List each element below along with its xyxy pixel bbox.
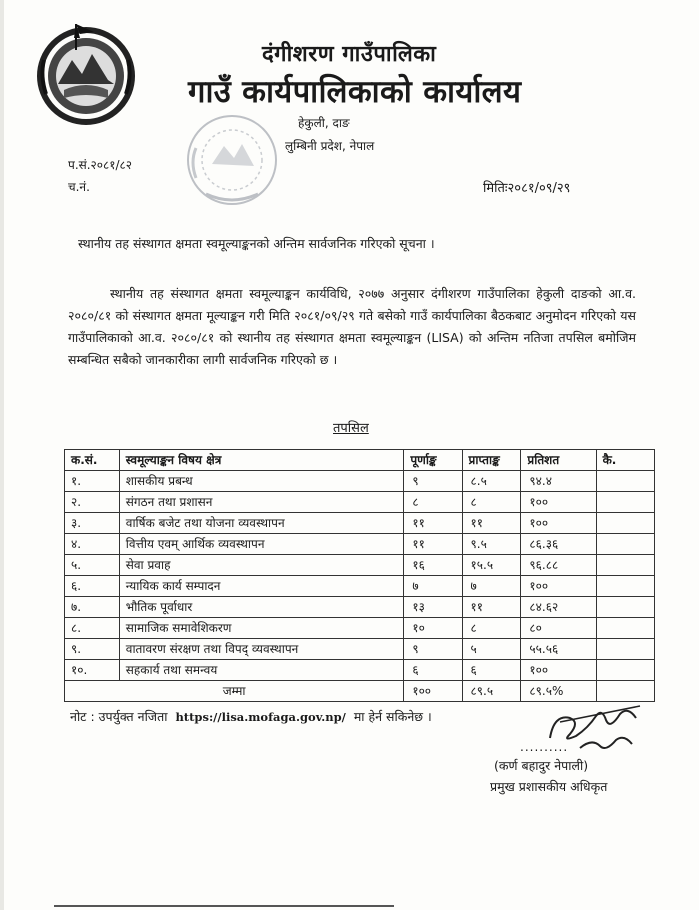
header-serial: क.सं.: [65, 450, 120, 471]
address-line-1: हेकुली, दाङ: [298, 116, 350, 130]
cell-percent: १००: [521, 660, 596, 681]
cell-remarks: [596, 513, 654, 534]
cell-percent: १००: [521, 576, 596, 597]
table-row: [65, 492, 655, 513]
cell-percent: ८६.३६: [521, 534, 596, 555]
cell-remarks: [596, 492, 654, 513]
cell-area: सेवा प्रवाह: [119, 555, 404, 576]
cell-area: संगठन तथा प्रशासन: [119, 492, 404, 513]
header-area: स्वमूल्याङ्कन विषय क्षेत्र: [119, 450, 404, 471]
organization-name: दंगीशरण गाउँपालिका: [262, 42, 437, 67]
cell-remarks: [596, 660, 654, 681]
office-name: गाउँ कार्यपालिकाको कार्यालय: [188, 74, 522, 110]
table-header-row: [65, 450, 655, 471]
cell-area: सामाजिक समावेशिकरण: [119, 618, 404, 639]
cell-area: वित्तीय एवम् आर्थिक व्यवस्थापन: [119, 534, 404, 555]
letter-date: मितिः२०८१/०९/२९: [483, 181, 571, 196]
signer-title: प्रमुख प्रशासकीय अधिकृत: [490, 779, 608, 794]
cell-full: ९: [404, 471, 462, 492]
cell-remarks: [596, 555, 654, 576]
cell-full: ११: [404, 534, 462, 555]
cell-full: १३: [404, 597, 462, 618]
cell-serial: ८.: [65, 618, 120, 639]
cell-obtained: ८: [462, 492, 521, 513]
total-full: १००: [404, 681, 462, 702]
cell-area: भौतिक पूर्वाधार: [119, 597, 404, 618]
total-label: जम्मा: [65, 681, 404, 702]
table-row: [65, 534, 655, 555]
cell-remarks: [596, 471, 654, 492]
cell-full: ७: [404, 576, 462, 597]
cell-obtained: ५: [462, 639, 521, 660]
cell-full: १०: [404, 618, 462, 639]
table-row: [65, 576, 655, 597]
cell-obtained: ८: [462, 618, 521, 639]
government-emblem-icon: [36, 20, 136, 128]
signature-dots: ..........: [520, 740, 569, 754]
cell-remarks: [596, 534, 654, 555]
notice-subject: स्थानीय तह संस्थागत क्षमता स्वमूल्याङ्कनको अन्तिम सार्वजनिक गरिएको सूचना ।: [78, 236, 435, 251]
scan-edge: [0, 0, 4, 910]
address-line-2: लुम्बिनी प्रदेश, नेपाल: [285, 139, 375, 153]
note-suffix: मा हेर्न सकिनेछ ।: [353, 709, 432, 724]
table-row: [65, 513, 655, 534]
table-row: [65, 639, 655, 660]
cell-percent: ८४.६२: [521, 597, 596, 618]
footer-rule: [54, 905, 394, 907]
header-percent: प्रतिशत: [521, 450, 596, 471]
table-row: [65, 618, 655, 639]
cell-serial: ५.: [65, 555, 120, 576]
dispatch-number: च.नं.: [68, 180, 90, 194]
cell-obtained: ९.५: [462, 534, 521, 555]
cell-percent: ९६.८८: [521, 555, 596, 576]
note-line: [70, 708, 432, 725]
cell-serial: १.: [65, 471, 120, 492]
cell-full: १६: [404, 555, 462, 576]
cell-serial: ४.: [65, 534, 120, 555]
signer-name: (कर्ण बहादुर नेपाली): [494, 758, 589, 773]
cell-obtained: ६: [462, 660, 521, 681]
lisa-results-table: [64, 449, 655, 702]
cell-obtained: ८.५: [462, 471, 521, 492]
cell-obtained: ११: [462, 597, 521, 618]
table-body: [65, 471, 655, 702]
lisa-portal-link[interactable]: https://lisa.mofaga.gov.np/: [175, 710, 346, 724]
cell-percent: १००: [521, 513, 596, 534]
table-row: [65, 471, 655, 492]
cell-percent: १००: [521, 492, 596, 513]
header-remarks: कै.: [596, 450, 654, 471]
note-prefix: नोट : उपर्युक्त नजिता: [70, 709, 168, 724]
cell-obtained: १५.५: [462, 555, 521, 576]
total-obtained: ८९.५: [462, 681, 521, 702]
cell-full: ११: [404, 513, 462, 534]
cell-serial: ७.: [65, 597, 120, 618]
cell-remarks: [596, 639, 654, 660]
total-percent: ८९.५%: [521, 681, 596, 702]
cell-obtained: ७: [462, 576, 521, 597]
cell-percent: ९४.४: [521, 471, 596, 492]
cell-area: न्यायिक कार्य सम्पादन: [119, 576, 404, 597]
table-total-row: [65, 681, 655, 702]
table-row: [65, 597, 655, 618]
cell-full: ६: [404, 660, 462, 681]
table-title: तपसिल: [333, 421, 369, 436]
office-stamp-seal: [176, 108, 286, 212]
total-remarks: [596, 681, 654, 702]
cell-percent: ८०: [521, 618, 596, 639]
cell-area: शासकीय प्रबन्ध: [119, 471, 404, 492]
cell-remarks: [596, 576, 654, 597]
cell-area: सहकार्य तथा समन्वय: [119, 660, 404, 681]
header-full-marks: पूर्णाङ्क: [404, 450, 462, 471]
cell-serial: २.: [65, 492, 120, 513]
reference-number: प.सं.२०८१/८२: [68, 158, 133, 172]
cell-full: ८: [404, 492, 462, 513]
cell-area: वार्षिक बजेट तथा योजना व्यवस्थापन: [119, 513, 404, 534]
cell-obtained: ११: [462, 513, 521, 534]
cell-full: ९: [404, 639, 462, 660]
cell-remarks: [596, 618, 654, 639]
cell-serial: १०.: [65, 660, 120, 681]
cell-area: वातावरण संरक्षण तथा विपद् व्यवस्थापन: [119, 639, 404, 660]
cell-serial: ६.: [65, 576, 120, 597]
notice-body: स्थानीय तह संस्थागत क्षमता स्वमूल्याङ्कन कार्यविधि, २०७७ अनुसार दंगीशरण गाउँपालिका हेकुली दाङको आ.व. २०८०/८१ को संस्थागत क्षमता मूल्याङ्कन गरी मिति २०८१/०९/२९ गते बसेको गाउँ कार्यपालिका बैठकबाट अनुमोदन गरिएको यस गाउँपालिकाको आ.व. २०८०/८१ को स्थानीय तह संस्थागत क्षमता स्वमूल्याङ्कन (LISA) को अन्तिम नतिजा तपसिल बमोजिम सम्बन्धित सबैको जानकारीका लागी सार्वजनिक गरिएको छ ।: [68, 286, 636, 367]
cell-remarks: [596, 597, 654, 618]
cell-serial: ९.: [65, 639, 120, 660]
header-obtained-marks: प्राप्ताङ्क: [462, 450, 521, 471]
cell-percent: ५५.५६: [521, 639, 596, 660]
cell-serial: ३.: [65, 513, 120, 534]
table-row: [65, 555, 655, 576]
table-row: [65, 660, 655, 681]
